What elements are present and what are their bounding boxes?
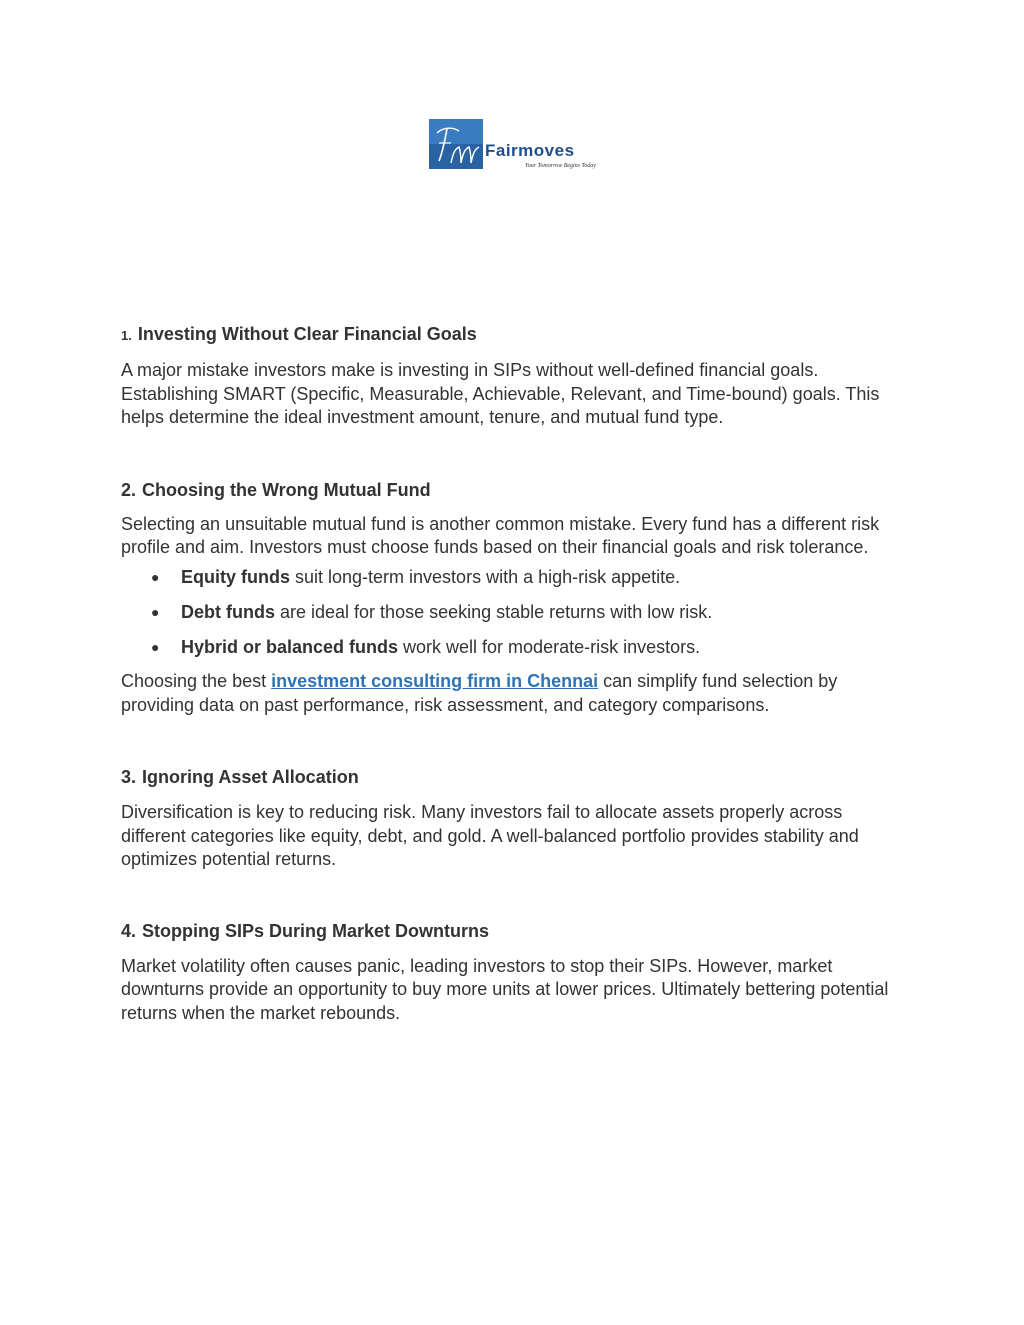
logo-wordmark: Fairmoves xyxy=(485,141,575,160)
article-body xyxy=(121,322,911,1025)
section-paragraph: Diversification is key to reducing risk. Many investors fail to allocate assets properly across different categories like equity, debt, and gold. A well-balanced portfolio provides stability and optimizes potential returns. xyxy=(121,802,859,869)
bullet-icon: ● xyxy=(151,638,160,655)
section-heading xyxy=(121,478,911,502)
section-number: 3. xyxy=(121,767,137,787)
section-paragraph: A major mistake investors make is investing in SIPs without well-defined financial goals. Establishing SMART (Specific, Measurable, Achievable, Relevant, and Time-bound) goals. This helps determine the ideal investment amount, tenure, and mutual fund type. xyxy=(121,360,880,427)
section-title: Choosing the Wrong Mutual Fund xyxy=(142,479,431,500)
section-4 xyxy=(121,919,911,1026)
fairmoves-logo xyxy=(429,119,599,175)
list-item-text: are ideal for those seeking stable returns with low risk. xyxy=(275,601,713,622)
bullet-icon: ● xyxy=(151,603,160,620)
text-before-link: Choosing the best xyxy=(121,671,272,691)
section-title: Investing Without Clear Financial Goals xyxy=(137,324,477,344)
section-paragraph: Market volatility often causes panic, leading investors to stop their SIPs. However, market downturns provide an opportunity to buy more units at lower prices. Ultimately bettering potential returns when the market rebounds. xyxy=(121,955,889,1023)
fund-type-list xyxy=(121,566,911,660)
fm-monogram-icon xyxy=(429,119,483,169)
section-title: Stopping SIPs During Market Downturns xyxy=(142,920,490,941)
section-number: 2. xyxy=(121,479,137,500)
investment-consulting-link[interactable]: investment consulting firm in Chennai xyxy=(271,671,599,691)
section-heading xyxy=(121,919,911,943)
section-number: 4. xyxy=(121,920,137,941)
text-after-link: can simplify fund selection by providing data on past performance, risk assessment, and category comparisons. xyxy=(121,671,838,715)
section-2 xyxy=(121,478,911,718)
list-item xyxy=(121,566,911,590)
section-title: Ignoring Asset Allocation xyxy=(142,767,359,787)
logo-tagline: Your Tomorrow Begins Today xyxy=(525,163,596,169)
list-item xyxy=(121,601,911,625)
list-item xyxy=(121,636,911,660)
list-item-bold: Debt funds xyxy=(181,601,275,622)
bullet-icon: ● xyxy=(151,568,160,585)
section-paragraph-with-link xyxy=(121,670,911,717)
section-number: 1. xyxy=(121,328,132,343)
list-item-text: suit long-term investors with a high-risk appetite. xyxy=(290,566,681,587)
section-3 xyxy=(121,765,911,872)
section-heading xyxy=(121,322,911,348)
section-heading xyxy=(121,765,911,789)
list-item-text: work well for moderate-risk investors. xyxy=(398,636,701,657)
list-item-bold: Equity funds xyxy=(181,566,290,587)
section-1 xyxy=(121,322,911,430)
list-item-bold: Hybrid or balanced funds xyxy=(181,636,399,657)
section-paragraph: Selecting an unsuitable mutual fund is another common mistake. Every fund has a different risk profile and aim. Investors must choose funds based on their financial goals and risk tolerance. xyxy=(121,513,880,557)
